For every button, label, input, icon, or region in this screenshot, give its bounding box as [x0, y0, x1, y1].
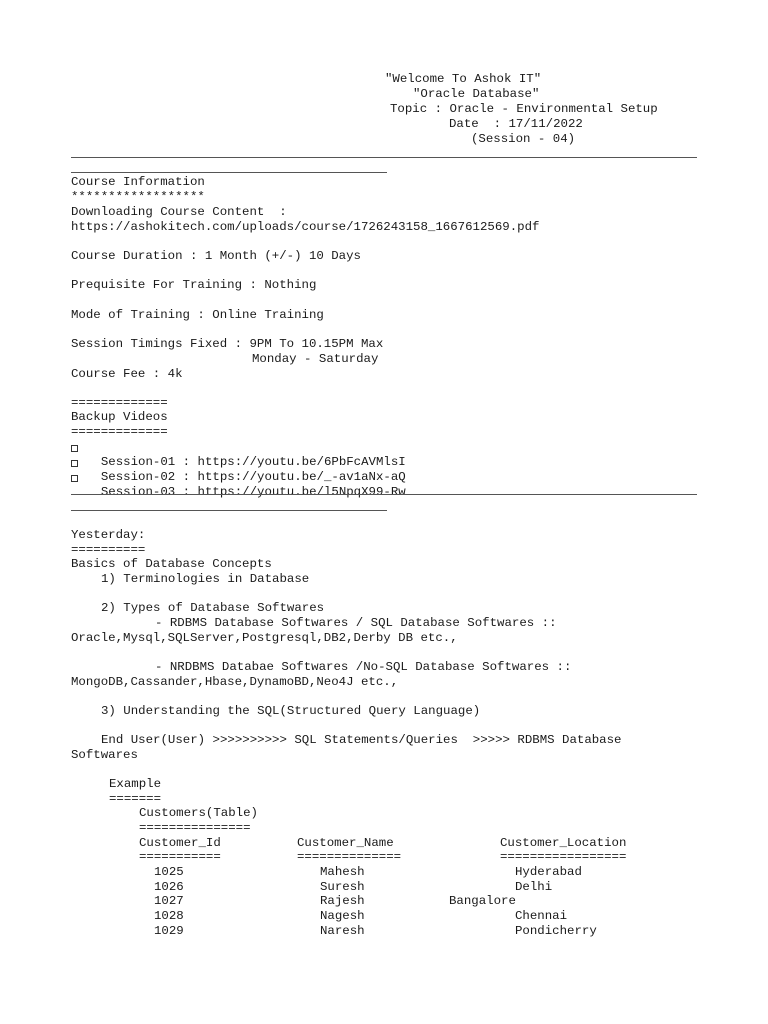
point-terminologies: 1) Terminologies in Database	[101, 572, 310, 586]
table-name: Customers(Table)	[139, 806, 258, 820]
column-header-id: Customer_Id	[139, 836, 221, 850]
cell-id: 1027	[154, 894, 184, 908]
course-fee: Course Fee : 4k	[71, 367, 183, 381]
divider	[71, 172, 387, 173]
bullet-icon	[71, 445, 78, 452]
column-rule: ===========	[139, 850, 221, 864]
course-info-heading: Course Information	[71, 175, 205, 189]
doc-topic: Topic : Oracle - Environmental Setup	[390, 102, 658, 116]
cell-name: Mahesh	[320, 865, 365, 879]
cell-location: Delhi	[515, 880, 553, 894]
cell-location: Chennai	[515, 909, 568, 923]
yesterday-rule: ==========	[71, 543, 146, 557]
cell-location: Pondicherry	[515, 924, 597, 938]
column-header-location: Customer_Location	[500, 836, 627, 850]
session-days: Monday - Saturday	[252, 352, 379, 366]
nrdbms-line: - NRDBMS Databae Softwares /No-SQL Database Softwares ::	[155, 660, 572, 674]
column-header-name: Customer_Name	[297, 836, 394, 850]
sql-flow-continued: Softwares	[71, 748, 138, 762]
point-types: 2) Types of Database Softwares	[101, 601, 325, 615]
doc-welcome: "Welcome To Ashok IT"	[385, 72, 542, 86]
yesterday-title: Basics of Database Concepts	[71, 557, 272, 571]
course-duration: Course Duration : 1 Month (+/-) 10 Days	[71, 249, 361, 263]
cell-id: 1028	[154, 909, 184, 923]
divider	[71, 494, 697, 495]
cell-location: Bangalore	[449, 894, 516, 908]
cell-name: Rajesh	[320, 894, 365, 908]
divider	[71, 157, 697, 158]
training-mode: Mode of Training : Online Training	[71, 308, 324, 322]
bullet-icon	[71, 475, 78, 482]
course-info-underline: ******************	[71, 190, 205, 204]
bullet-icon	[71, 460, 78, 467]
cell-id: 1025	[154, 865, 184, 879]
doc-subject: "Oracle Database"	[413, 87, 540, 101]
yesterday-heading: Yesterday:	[71, 528, 146, 542]
backup-link[interactable]: Session-02 : https://youtu.be/_-av1aNx-aQ	[100, 470, 406, 484]
doc-session: (Session - 04)	[471, 132, 576, 146]
nrdbms-examples: MongoDB,Cassander,Hbase,DynamoBD,Neo4J etc.,	[71, 675, 399, 689]
doc-date: Date : 17/11/2022	[449, 117, 583, 131]
column-rule: ==============	[297, 850, 402, 864]
cell-name: Naresh	[320, 924, 365, 938]
backup-rule-top: =============	[71, 396, 168, 410]
sql-flow: End User(User) >>>>>>>>>> SQL Statements/Queries >>>>> RDBMS Database	[101, 733, 622, 747]
cell-id: 1029	[154, 924, 184, 938]
download-url[interactable]: https://ashokitech.com/uploads/course/1726243158_1667612569.pdf	[71, 220, 540, 234]
backup-item	[71, 470, 406, 500]
divider	[71, 510, 387, 511]
column-rule: =================	[500, 850, 627, 864]
backup-rule-bottom: =============	[71, 425, 168, 439]
cell-location: Hyderabad	[515, 865, 582, 879]
cell-id: 1026	[154, 880, 184, 894]
cell-name: Suresh	[320, 880, 365, 894]
rdbms-line: - RDBMS Database Softwares / SQL Database Softwares ::	[155, 616, 557, 630]
table-name-rule: ===============	[139, 821, 251, 835]
example-rule: =======	[109, 792, 162, 806]
point-sql: 3) Understanding the SQL(Structured Query Language)	[101, 704, 481, 718]
session-timings: Session Timings Fixed : 9PM To 10.15PM Max	[71, 337, 384, 351]
backup-link[interactable]: Session-03 : https://youtu.be/l5NpqX99-Rw	[100, 485, 406, 499]
course-prerequisite: Prequisite For Training : Nothing	[71, 278, 317, 292]
example-heading: Example	[109, 777, 162, 791]
backup-heading: Backup Videos	[71, 410, 168, 424]
cell-name: Nagesh	[320, 909, 365, 923]
rdbms-examples: Oracle,Mysql,SQLServer,Postgresql,DB2,Derby DB etc.,	[71, 631, 458, 645]
backup-link[interactable]: Session-01 : https://youtu.be/6PbFcAVMlsI	[100, 455, 406, 469]
download-label: Downloading Course Content :	[71, 205, 287, 219]
